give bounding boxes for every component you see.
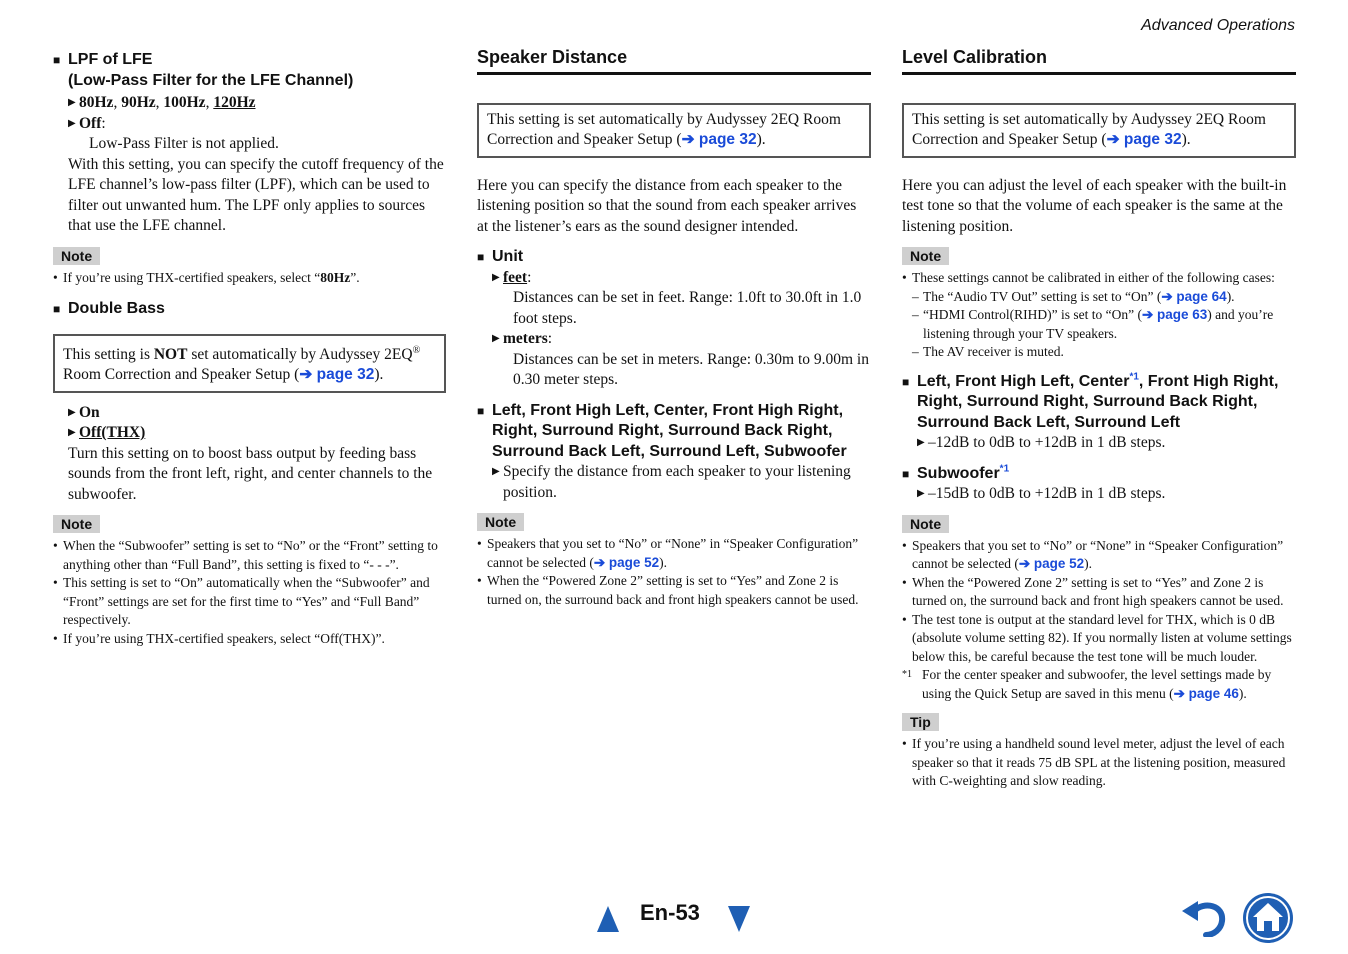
tip-text: • If you’re using a handheld sound level meter, adjust the level of each speaker so that it reads 75 dB SPL at the listening position, measured with C-weighting and slow reading. (902, 736, 1286, 788)
note-label: Note (53, 247, 100, 265)
subwoofer-heading: ■ Subwoofer$^{*1}$ (902, 464, 1296, 485)
triangle-bullet-icon: ▶ (492, 271, 500, 283)
lpf-heading (53, 50, 446, 91)
level-calibration-title: Level Calibration (902, 47, 1296, 75)
subwoofer-range: ▶ –15dB to 0dB to +12dB in 1 dB steps. (917, 484, 1296, 505)
page-link[interactable]: ➔ page 32 (681, 131, 757, 148)
tip-label: Tip (902, 713, 939, 731)
level-speakers-heading: ■ Left, Front High Left, Center$^{*1}$, Front High Right, Right, Surround Right, Surround Back Right, Surround Back Left, Surround Left (902, 372, 1296, 434)
level-note-1: • Speakers that you set to “No” or “None” in “Speaker Configuration” cannot be selected (➔ page 52). (902, 537, 1284, 571)
db-option-off: ▶ Off(THX) (68, 423, 446, 444)
page-link[interactable]: ➔ page 63 (1141, 307, 1208, 322)
db-note-3: • If you’re using THX-certified speakers, select “Off(THX)”. (53, 630, 385, 646)
level-subnote-1: – The “Audio TV Out” setting is set to “On” (➔ page 64). (912, 288, 1235, 304)
square-bullet-icon: ■ (477, 403, 485, 418)
square-bullet-icon: ■ (902, 466, 910, 481)
level-speakers-range: ▶ –12dB to 0dB to +12dB in 1 dB steps. (917, 433, 1296, 454)
level-note-2: • When the “Powered Zone 2” setting is set to “Yes” and Zone 2 is turned on, the surround back and front high speakers cannot be used. (902, 574, 1284, 608)
column-right (902, 46, 1296, 791)
footnote: *1 For the center speaker and subwoofer, the level settings made by using the Quick Setup are saved in this menu (➔ page 46). (902, 667, 1272, 701)
lpf-off-desc: Low-Pass Filter is not applied. (89, 135, 279, 152)
prev-page-icon[interactable] (597, 906, 619, 932)
triangle-bullet-icon: ▶ (492, 466, 500, 477)
unit-feet-desc: Distances can be set in feet. Range: 1.0ft to 30.0ft in 1.0 foot steps. (513, 289, 862, 327)
lpf-title: LPF of LFE (68, 51, 153, 68)
level-calibration-intro: Here you can adjust the level of each speaker with the built-in test tone so that the volume of each speaker is the same at the listening position. (902, 176, 1287, 235)
column-left (53, 46, 446, 648)
speaker-distance-title: Speaker Distance (477, 47, 871, 75)
note-label: Note (902, 515, 949, 533)
triangle-bullet-icon: ▶ (68, 427, 76, 439)
note-label: Note (53, 515, 100, 533)
lpf-option-off: ▶ Off: (68, 114, 446, 135)
db-note-1: • When the “Subwoofer” setting is set to “No” or the “Front” setting to anything other than “Full Band”, this setting is fixed to “- - -”. (53, 538, 438, 572)
lpf-desc: With this setting, you can specify the cutoff frequency of the LFE channel’s low-pass filter (LPF), which can be used to filter out unwanted hum. The LPF only applies to sources that use the LFE channel. (68, 155, 444, 234)
back-icon[interactable] (1180, 897, 1228, 937)
level-subnote-3: – The AV receiver is muted. (912, 344, 1064, 359)
triangle-bullet-icon: ▶ (68, 117, 76, 129)
db-option-on: ▶ On (68, 403, 446, 424)
double-bass-box: This setting is NOT set automatically by Audyssey 2EQ® Room Correction and Speaker Setup (➔ page 32). (53, 334, 446, 393)
level-note-top: • These settings cannot be calibrated in either of the following cases: (902, 270, 1275, 285)
triangle-bullet-icon: ▶ (492, 333, 500, 344)
square-bullet-icon: ■ (53, 53, 61, 67)
running-header: Advanced Operations (1141, 17, 1295, 34)
speaker-distance-box: This setting is set automatically by Audyssey 2EQ Room Correction and Speaker Setup (➔ page 32). (477, 103, 871, 158)
unit-meters-desc: Distances can be set in meters. Range: 0.30m to 9.00m in 0.30 meter steps. (513, 350, 869, 388)
next-page-icon[interactable] (728, 906, 750, 932)
triangle-bullet-icon: ▶ (917, 488, 925, 499)
lpf-note: • If you’re using THX-certified speakers, select “80Hz”. (53, 269, 360, 285)
unit-option-meters: ▶ meters: (492, 329, 871, 350)
page-link[interactable]: ➔ page 46 (1173, 685, 1239, 701)
distance-note-2: • When the “Powered Zone 2” setting is set to “Yes” and Zone 2 is turned on, the surround back and front high speakers cannot be used. (477, 573, 859, 607)
column-middle (477, 46, 871, 609)
page-link[interactable]: ➔ page 32 (1106, 131, 1182, 148)
square-bullet-icon: ■ (53, 302, 61, 316)
unit-heading: ■ Unit (477, 247, 871, 268)
double-bass-heading: ■ Double Bass (53, 299, 446, 320)
lpf-subtitle: (Low-Pass Filter for the LFE Channel) (68, 71, 354, 89)
triangle-bullet-icon: ▶ (68, 97, 76, 108)
triangle-bullet-icon: ▶ (68, 406, 76, 418)
speaker-distance-intro: Here you can specify the distance from each speaker to the listening position so that the sound from each speaker arrives at the listener’s ears as the sound designer intended. (477, 176, 857, 235)
page-number: En-53 (640, 900, 700, 925)
level-note-3: • The test tone is output at the standard level for THX, which is 0 dB (absolute volume setting 82). If you normally listen at volume settings below this, be careful because the test tone will be much louder. (902, 611, 1292, 664)
lpf-option-freqs: ▶ 80Hz, 90Hz, 100Hz, 120Hz (68, 93, 446, 114)
page-link[interactable]: ➔ page 64 (1161, 288, 1227, 304)
note-label: Note (477, 513, 524, 531)
square-bullet-icon: ■ (902, 374, 910, 389)
square-bullet-icon: ■ (477, 250, 485, 264)
db-note-2: • This setting is set to “On” automatically when the “Subwoofer” and “Front” settings are set for the first time to “Yes” and “Full Band” respectively. (53, 575, 430, 628)
unit-option-feet: ▶ feet: (492, 268, 871, 289)
triangle-bullet-icon: ▶ (917, 437, 925, 448)
page-link[interactable]: ➔ page 52 (593, 554, 660, 570)
distance-note-1: • Speakers that you set to “No” or “None” in “Speaker Configuration” cannot be selected (➔ page 52). (477, 536, 859, 570)
speakers-heading: ■ Left, Front High Left, Center, Front High Right, Right, Surround Right, Surround Back Right, Surround Back Left, Surround Left, Subwoofer (477, 401, 871, 463)
page-link[interactable]: ➔ page 52 (1018, 556, 1085, 571)
level-subnote-2: – “HDMI Control(RIHD)” is set to “On” (➔ page 63) and you’re listening through your TV speakers. (912, 307, 1274, 341)
speakers-option: ▶ Specify the distance from each speaker to your listening position. (492, 462, 871, 503)
level-calibration-box: This setting is set automatically by Audyssey 2EQ Room Correction and Speaker Setup (➔ page 32). (902, 103, 1296, 158)
note-label: Note (902, 247, 949, 265)
page-link[interactable]: ➔ page 32 (299, 366, 375, 384)
home-icon[interactable] (1241, 891, 1295, 945)
db-desc: Turn this setting on to boost bass output by feeding bass sounds from the front left, right, and center channels to the subwoofer. (68, 444, 433, 503)
